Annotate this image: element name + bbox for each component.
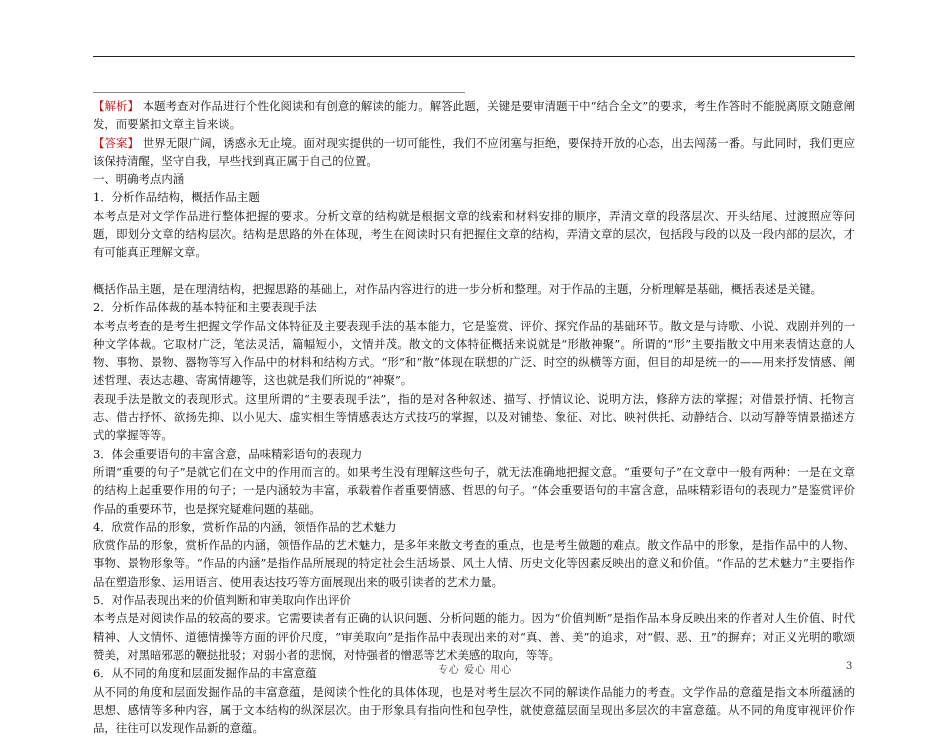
page-number: 3: [846, 661, 852, 672]
blank-line: [93, 262, 855, 280]
point-4-title: 4．欣赏作品的形象，赏析作品的内涵，领悟作品的艺术魅力: [93, 518, 855, 536]
point-2-body: 本考点考查的是考生把握文学作品文体特征及主要表现手法的基本能力，它是鉴赏、评价、探究作品的基础环节。散文是与诗歌、小说、戏剧并列的一种文学体裁。它取材广泛，笔法灵活，篇幅短小，文情并茂。散文的文体特征概括来说就是“形散神聚”。所谓的“形”主要指散文中用来表情达意的人物、事物、景物、器物等写入作品中的材料和结构方式。“形”和“散”体现在联想的广泛、时空的纵横等方面，但目的却是统一的——用来抒发情感、阐述哲理、表达志趣、寄寓情趣等，这也就是我们所说的“神聚”。: [93, 317, 855, 390]
header-rule: [93, 56, 855, 57]
answer-text: 世界无限广阔，诱惑永无止境。面对现实提供的一切可能性，我们不应闭塞与拒绝，要保持开放的心态，出去闯荡一番。与此同时，我们更应该保持清醒，坚守自我，早些找到真正属于自己的位置。: [93, 136, 855, 168]
point-3-body: 所谓“重要的句子”是就它们在文中的作用而言的。如果考生没有理解这些句子，就无法准确地把握文意。“重要句子”在文章中一般有两种：一是在文章的结构上起重要作用的句子；一是内涵较为丰富，承载着作者重要情感、哲思的句子。“体会重要语句的丰富含意，品味精彩语句的表现力”是鉴赏评价作品的重要环节，也是探究疑难问题的基础。: [93, 463, 855, 518]
point-6-title: 6．从不同的角度和层面发掘作品的丰富意蕴: [93, 664, 855, 682]
point-1-body: 本考点是对文学作品进行整体把握的要求。分析文章的结构就是根据文章的线索和材料安排的顺序，弄清文章的段落层次、开头结尾、过渡照应等问题，即划分文章的结构层次。结构是思路的外在体现，考生在阅读时只有把握住文章的结构，弄清文章的层次，包括段与段的以及一段内部的层次，才有可能真正理解文章。: [93, 207, 855, 262]
analysis-tag: 【解析】: [93, 99, 139, 113]
point-2-title: 2．分析作品体裁的基本特征和主要表现手法: [93, 298, 855, 316]
point-5-title: 5．对作品表现出来的价值判断和审美取向作出评价: [93, 591, 855, 609]
answer-tag: 【答案】: [93, 136, 139, 150]
answer-paragraph: [93, 134, 855, 171]
analysis-text: 本题考查对作品进行个性化阅读和有创意的解读的能力。解答此题，关键是要审清题干中“结合全文”的要求，考生作答时不能脱离原文随意阐发，而要紧扣文章主旨来谈。: [93, 99, 855, 131]
separator-rule: [93, 92, 465, 93]
page-footer: 专心 爱心 用心: [0, 661, 950, 676]
point-1-body-2: 概括作品主题，是在理清结构，把握思路的基础上，对作品内容进行的进一步分析和整理。对于作品的主题，分析理解是基础，概括表述是关键。: [93, 280, 855, 298]
point-3-title: 3．体会重要语句的丰富含意，品味精彩语句的表现力: [93, 445, 855, 463]
point-5-body: 本考点是对阅读作品的较高的要求。它需要读者有正确的认识问题、分析问题的能力。因为“价值判断”是指作品本身反映出来的作者对人生价值、时代精神、人文情怀、道德情操等方面的评价尺度，“审美取向”是指作品中表现出来的对“真、善、美”的追求，对“假、恶、丑”的摒弃；对正义光明的歌颂赞美，对黑暗邪恶的鞭挞批驳；对弱小者的悲悯，对恃强者的憎恶等艺术美感的取向，等等。: [93, 609, 855, 664]
section-heading: 一、明确考点内涵: [93, 170, 855, 188]
point-4-body: 欣赏作品的形象，赏析作品的内涵，领悟作品的艺术魅力，是多年来散文考查的重点，也是考生做题的难点。散文作品中的形象，是指作品中的人物、事物、景物形象等。“作品的内涵”是指作品所展现的特定社会生活场景、风土人情、历史文化等因素反映出的意义和价值。“作品的艺术魅力”主要指作品在塑造形象、运用语言、使用表达技巧等方面展现出来的吸引读者的艺术力量。: [93, 536, 855, 591]
point-2-body-2: 表现手法是散文的表现形式。这里所谓的“主要表现手法”，指的是对各种叙述、描写、抒情议论、说明方法，修辞方法的掌握；对借景抒情、托物言志、借古抒怀、欲扬先抑、以小见大、虚实相生等情感表达方式技巧的掌握，以及对铺垫、象征、对比、映衬供托、动静结合、以动写静等情景描述方式的掌握等等。: [93, 390, 855, 445]
point-1-title: 1．分析作品结构，概括作品主题: [93, 188, 855, 206]
point-6-body: 从不同的角度和层面发掘作品的丰富意蕴，是阅读个性化的具体体现，也是对考生层次不同的解读作品能力的考查。文学作品的意蕴是指文本所蕴涵的思想、感情等多种内容，属于文本结构的纵深层次。由于形象具有指向性和包孕性，就使意蕴层面呈现出多层次的丰富意蕴。从不同的角度审视评价作品，往往可以发现作品新的意蕴。: [93, 683, 855, 737]
analysis-paragraph: [93, 97, 855, 134]
document-body: [93, 97, 855, 737]
